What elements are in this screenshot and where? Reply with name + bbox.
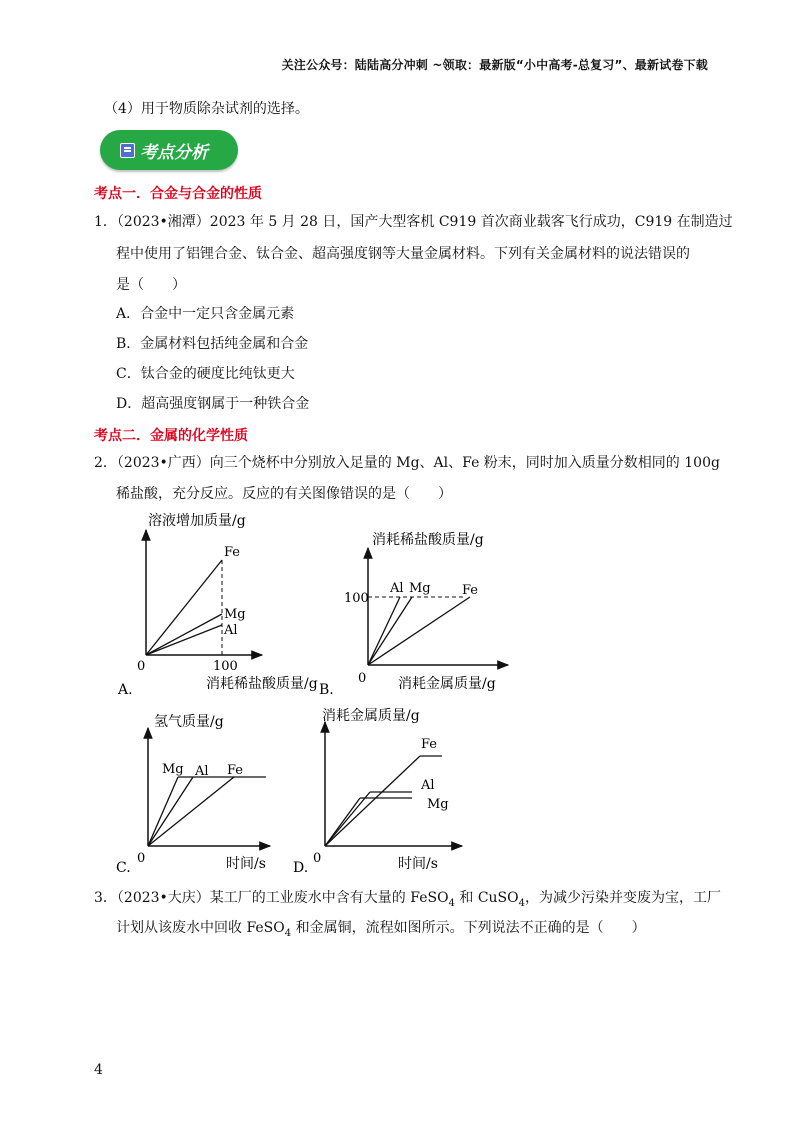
q3-line-1b: 和 CuSO bbox=[454, 890, 519, 906]
section-title-1: 考点一．合金与合金的性质 bbox=[94, 186, 262, 202]
q3-line-2b: 和金属铜，流程如图所示。下列说法不正确的是（ ） bbox=[291, 920, 646, 936]
graph-c-label-fe: Fe bbox=[227, 763, 244, 778]
q3-sub-2: 4 bbox=[518, 897, 525, 909]
q1-option-d[interactable]: D．超高强度钢属于一种铁合金 bbox=[116, 396, 310, 412]
graph-b-label-fe: Fe bbox=[462, 583, 479, 598]
graph-c-letter: C. bbox=[116, 860, 131, 876]
graph-c-line-fe bbox=[148, 777, 234, 846]
graph-d-xlabel: 时间/s bbox=[398, 856, 438, 872]
graph-b-ytick: 100 bbox=[344, 591, 369, 606]
graph-b-ylabel: 消耗稀盐酸质量/g bbox=[372, 532, 484, 548]
q1-option-b[interactable]: B．金属材料包括纯金属和合金 bbox=[116, 336, 309, 352]
q1-line-2: 程中使用了铝锂合金、钛合金、超高强度钢等大量金属材料。下列有关金属材料的说法错误的 bbox=[116, 246, 690, 262]
q2-line-1: 2．（2023•广西）向三个烧杯中分别放入足量的 Mg、Al、Fe 粉末，同时加入质量分数相同的 100g bbox=[94, 455, 720, 471]
graph-c-ylabel: 氢气质量/g bbox=[154, 714, 224, 730]
graph-d-ylabel: 消耗金属质量/g bbox=[322, 708, 420, 724]
q3-line-1a: 3．（2023•大庆）某工厂的工业废水中含有大量的 FeSO bbox=[94, 890, 449, 906]
q2-line-2: 稀盐酸，充分反应。反应的有关图像错误的是（ ） bbox=[116, 486, 452, 502]
graph-b-xlabel: 消耗金属质量/g bbox=[398, 676, 496, 692]
graph-a-label-mg: Mg bbox=[224, 607, 246, 622]
graph-a-line-mg bbox=[146, 614, 222, 655]
graph-d-line-mg bbox=[325, 798, 360, 846]
graph-a-label-fe: Fe bbox=[224, 545, 241, 560]
q3-line-1 bbox=[94, 888, 721, 914]
graph-b-letter: B. bbox=[319, 682, 334, 698]
graph-b-line-mg bbox=[368, 597, 412, 665]
graph-d-origin: 0 bbox=[313, 851, 322, 866]
graph-d-label-mg: Mg bbox=[427, 797, 449, 812]
graph-b-label-mg: Mg bbox=[409, 581, 431, 596]
page-header: 关注公众号：陆陆高分冲刺 ~领取：最新版“小中高考-总复习”、最新试卷下载 bbox=[281, 58, 708, 72]
graph-b[interactable] bbox=[319, 531, 508, 698]
graph-d-line-fe bbox=[325, 756, 420, 846]
badge-label: 考点分析 bbox=[140, 143, 208, 163]
graph-c-label-al: Al bbox=[195, 764, 209, 779]
graph-c-line-mg bbox=[148, 777, 178, 846]
q1-line-3: 是（ ） bbox=[116, 277, 186, 293]
graph-a-letter: A. bbox=[118, 682, 133, 698]
graph-c[interactable] bbox=[116, 714, 270, 876]
q3-line-2 bbox=[116, 918, 646, 944]
graph-c-xlabel: 时间/s bbox=[226, 856, 266, 872]
graph-d-line-al bbox=[325, 792, 370, 846]
graph-d-letter: D. bbox=[293, 860, 309, 876]
q1-option-c[interactable]: C．钛合金的硬度比纯钛更大 bbox=[116, 366, 295, 382]
q3-line-2a: 计划从该废水中回收 FeSO bbox=[116, 920, 285, 936]
graph-a-line-fe bbox=[146, 560, 222, 655]
graph-d-label-al: Al bbox=[421, 778, 435, 793]
graph-a-xlabel: 消耗稀盐酸质量/g bbox=[206, 676, 318, 692]
graph-a-origin: 0 bbox=[137, 659, 146, 674]
q1-option-a[interactable]: A．合金中一定只含金属元素 bbox=[116, 306, 295, 322]
graph-c-origin: 0 bbox=[137, 851, 146, 866]
graph-d-label-fe: Fe bbox=[421, 737, 438, 752]
graph-a-ylabel: 溶液增加质量/g bbox=[148, 513, 246, 529]
graph-b-label-al: Al bbox=[390, 581, 404, 596]
q3-sub-3: 4 bbox=[284, 927, 292, 939]
q1-line-1: 1．（2023•湘潭）2023 年 5 月 28 日，国产大型客机 C919 首次商业载客飞行成功，C919 在制造过 bbox=[94, 214, 733, 230]
graph-b-origin: 0 bbox=[358, 671, 367, 686]
graph-a-xtick: 100 bbox=[213, 659, 238, 674]
graph-c-line-al bbox=[148, 777, 193, 846]
q3-line-1c: ，为减少污染并变废为宝，工厂 bbox=[525, 890, 721, 906]
page-number: 4 bbox=[94, 1062, 103, 1078]
intro-item-4: （4）用于物质除杂试剂的选择。 bbox=[104, 101, 309, 117]
graph-c-label-mg: Mg bbox=[162, 762, 184, 777]
graph-a-label-al: Al bbox=[224, 623, 238, 638]
graph-a[interactable] bbox=[117, 512, 318, 698]
section-title-2: 考点二．金属的化学性质 bbox=[94, 428, 248, 444]
graph-d[interactable] bbox=[293, 707, 462, 876]
q3-sub-1: 4 bbox=[448, 897, 455, 909]
